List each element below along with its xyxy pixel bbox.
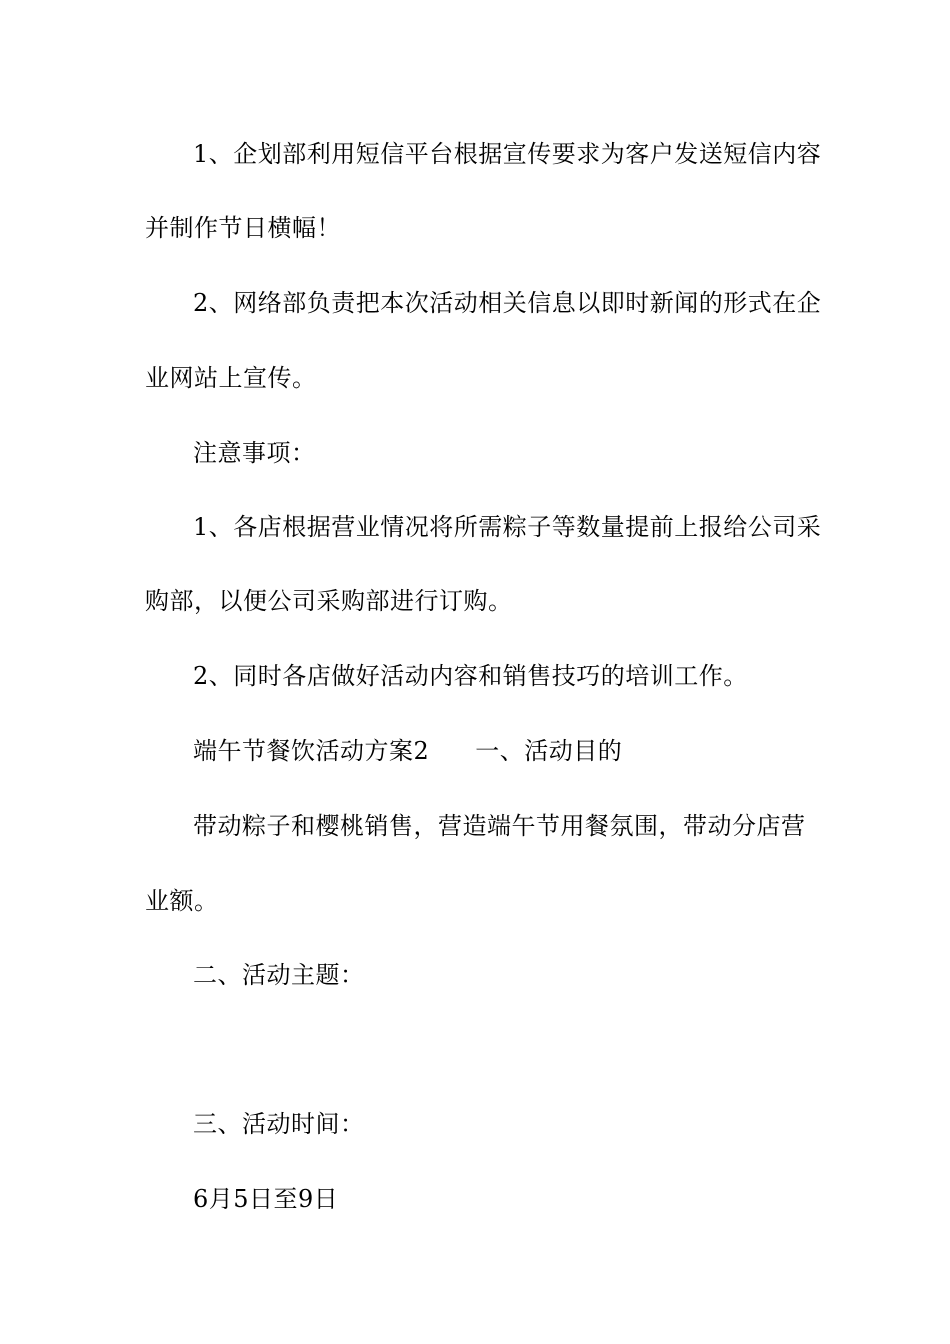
paragraph-1-line-1: 1、企划部利用短信平台根据宣传要求为客户发送短信内容 — [193, 140, 822, 168]
plan-title-line — [193, 735, 873, 767]
notes-heading: 注意事项： — [193, 439, 316, 467]
purpose-line-2: 业额。 — [145, 887, 219, 915]
note-2: 2、同时各店做好活动内容和销售技巧的培训工作。 — [193, 662, 748, 690]
purpose-line-1: 带动粽子和樱桃销售，营造端午节用餐氛围，带动分店营 — [193, 812, 806, 840]
paragraph-2-line-1: 2、网络部负责把本次活动相关信息以即时新闻的形式在企 — [193, 289, 822, 317]
paragraph-1-line-2: 并制作节日横幅！ — [145, 214, 341, 242]
plan-title: 端午节餐饮活动方案2 — [193, 737, 430, 765]
note-1-line-1: 1、各店根据营业情况将所需粽子等数量提前上报给公司采 — [193, 513, 822, 541]
paragraph-2-line-2: 业网站上宣传。 — [145, 364, 317, 392]
note-1-line-2: 购部，以便公司采购部进行订购。 — [145, 587, 513, 615]
section-3-heading: 三、活动时间： — [193, 1110, 365, 1138]
section-2-heading: 二、活动主题： — [193, 961, 365, 989]
section-1-heading: 一、活动目的 — [475, 737, 623, 765]
activity-dates: 6月5日至9日 — [193, 1185, 339, 1213]
